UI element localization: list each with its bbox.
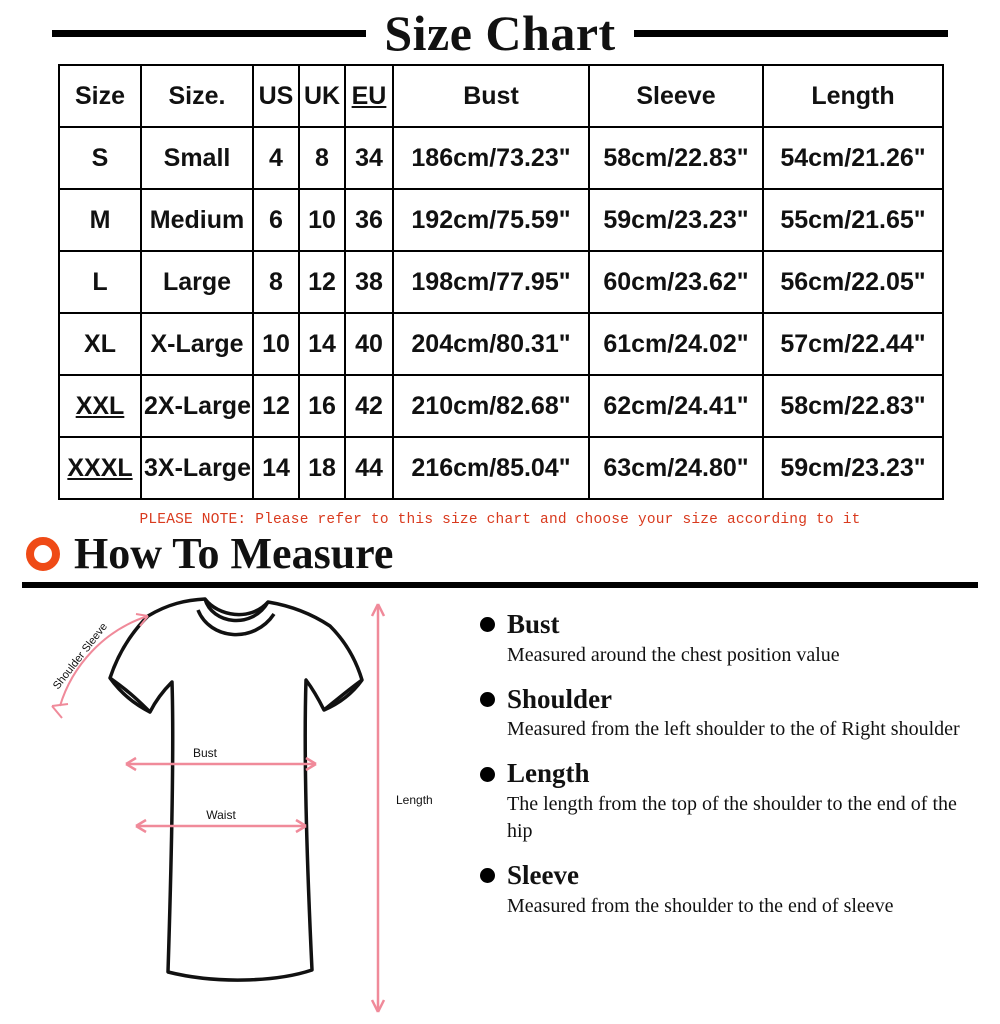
- label-waist: Waist: [206, 808, 236, 822]
- cell-us: 10: [253, 313, 299, 375]
- table-row: [59, 127, 943, 189]
- cell-length: 55cm/21.65": [763, 189, 943, 251]
- measure-item-title: Sleeve: [507, 860, 579, 891]
- page-title: Size Chart: [384, 5, 616, 61]
- cell-sleeve: 59cm/23.23": [589, 189, 763, 251]
- measure-item-head: [480, 685, 970, 715]
- size-chart-table: [58, 64, 944, 500]
- cell-us: 14: [253, 437, 299, 499]
- measure-section: [0, 588, 1000, 1024]
- size-chart-table-wrap: [0, 50, 1000, 500]
- column-header-length: Length: [763, 65, 943, 127]
- cell-size: XXL: [59, 375, 141, 437]
- cell-size: L: [59, 251, 141, 313]
- cell-sleeve: 61cm/24.02": [589, 313, 763, 375]
- cell-us: 8: [253, 251, 299, 313]
- cell-uk: 16: [299, 375, 345, 437]
- measure-descriptions: [460, 594, 1000, 1024]
- measure-item-head: [480, 610, 970, 640]
- ring-icon: [26, 537, 60, 571]
- measure-item-body: Measured around the chest position value: [507, 643, 840, 666]
- cell-uk: 10: [299, 189, 345, 251]
- cell-sizename: 2X-Large: [141, 375, 253, 437]
- tshirt-diagram: [0, 594, 460, 1024]
- column-header-sizename: Size.: [141, 65, 253, 127]
- page-title-row: [0, 0, 1000, 61]
- cell-bust: 186cm/73.23": [393, 127, 589, 189]
- please-note-text: PLEASE NOTE: Please refer to this size chart and choose your size according to it: [139, 512, 861, 528]
- cell-eu: 40: [345, 313, 393, 375]
- cell-eu: 34: [345, 127, 393, 189]
- cell-sleeve: 62cm/24.41": [589, 375, 763, 437]
- measure-item-bust: [480, 610, 970, 669]
- how-to-measure-heading: [0, 530, 1000, 576]
- table-header-row: [59, 65, 943, 127]
- cell-bust: 216cm/85.04": [393, 437, 589, 499]
- cell-eu: 44: [345, 437, 393, 499]
- column-header-bust: Bust: [393, 65, 589, 127]
- title-rule-left: [52, 30, 366, 37]
- column-header-size: Size: [59, 65, 141, 127]
- cell-eu: 42: [345, 375, 393, 437]
- table-row: [59, 251, 943, 313]
- bullet-icon: [480, 617, 495, 632]
- cell-uk: 12: [299, 251, 345, 313]
- cell-bust: 192cm/75.59": [393, 189, 589, 251]
- cell-sleeve: 60cm/23.62": [589, 251, 763, 313]
- cell-sizename: X-Large: [141, 313, 253, 375]
- cell-size: XXXL: [59, 437, 141, 499]
- table-row: [59, 313, 943, 375]
- column-header-sleeve: Sleeve: [589, 65, 763, 127]
- measure-item-shoulder: [480, 685, 970, 744]
- label-bust: Bust: [192, 746, 218, 760]
- measure-item-length: [480, 759, 970, 845]
- cell-size: M: [59, 189, 141, 251]
- cell-length: 57cm/22.44": [763, 313, 943, 375]
- bullet-icon: [480, 692, 495, 707]
- cell-length: 54cm/21.26": [763, 127, 943, 189]
- measure-item-body: The length from the top of the shoulder to the end of the hip: [507, 793, 957, 843]
- cell-us: 4: [253, 127, 299, 189]
- cell-us: 6: [253, 189, 299, 251]
- measure-item-title: Length: [507, 758, 590, 789]
- cell-length: 58cm/22.83": [763, 375, 943, 437]
- title-rule-right: [634, 30, 948, 37]
- table-row: [59, 437, 943, 499]
- measure-item-body: Measured from the left shoulder to the of Right shoulder: [507, 718, 960, 741]
- cell-sizename: 3X-Large: [141, 437, 253, 499]
- measure-item-head: [480, 759, 970, 789]
- cell-bust: 198cm/77.95": [393, 251, 589, 313]
- measure-item-title: Shoulder: [507, 683, 613, 714]
- cell-uk: 8: [299, 127, 345, 189]
- cell-size: S: [59, 127, 141, 189]
- cell-length: 59cm/23.23": [763, 437, 943, 499]
- table-row: [59, 375, 943, 437]
- cell-sizename: Large: [141, 251, 253, 313]
- cell-size: XL: [59, 313, 141, 375]
- label-shoulder-sleeve: Shoulder Sleeve: [50, 620, 111, 692]
- cell-length: 56cm/22.05": [763, 251, 943, 313]
- cell-uk: 18: [299, 437, 345, 499]
- measure-item-body: Measured from the shoulder to the end of sleeve: [507, 894, 894, 917]
- measure-item-head: [480, 861, 970, 891]
- bullet-icon: [480, 868, 495, 883]
- measure-item-sleeve: [480, 861, 970, 920]
- tshirt-diagram-svg: [0, 594, 460, 1014]
- cell-sizename: Small: [141, 127, 253, 189]
- cell-eu: 36: [345, 189, 393, 251]
- column-header-eu: EU: [345, 65, 393, 127]
- cell-bust: 204cm/80.31": [393, 313, 589, 375]
- measure-item-title: Bust: [507, 609, 560, 639]
- how-to-measure-title: How To Measure: [74, 529, 394, 578]
- column-header-us: US: [253, 65, 299, 127]
- cell-sleeve: 63cm/24.80": [589, 437, 763, 499]
- bullet-icon: [480, 767, 495, 782]
- cell-sizename: Medium: [141, 189, 253, 251]
- column-header-uk: UK: [299, 65, 345, 127]
- cell-sleeve: 58cm/22.83": [589, 127, 763, 189]
- cell-us: 12: [253, 375, 299, 437]
- table-row: [59, 189, 943, 251]
- cell-uk: 14: [299, 313, 345, 375]
- cell-bust: 210cm/82.68": [393, 375, 589, 437]
- label-length: Length: [396, 793, 433, 807]
- cell-eu: 38: [345, 251, 393, 313]
